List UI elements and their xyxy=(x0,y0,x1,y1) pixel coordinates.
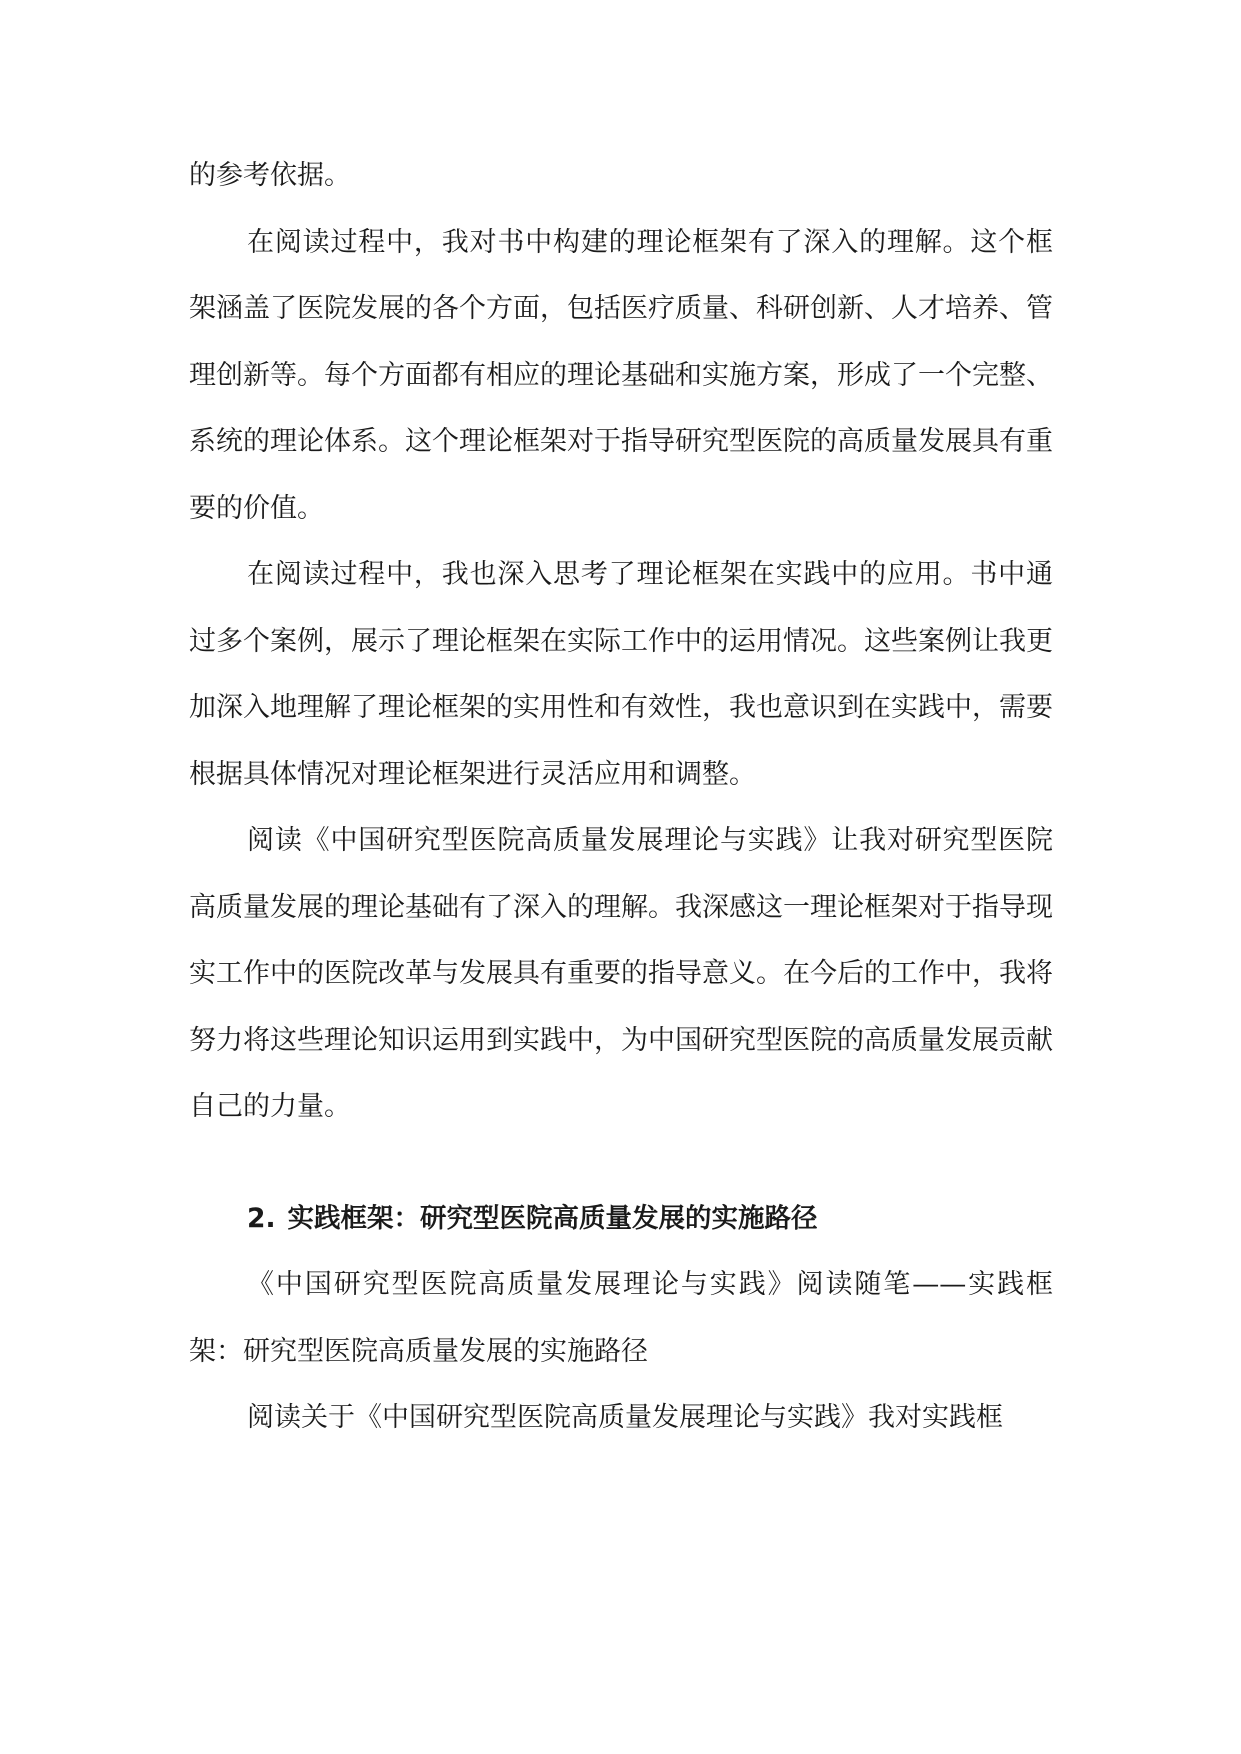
paragraph-continuation: 的参考依据。 xyxy=(189,160,351,191)
section-title: 实践框架：研究型医院高质量发展的实施路径 xyxy=(287,1202,818,1234)
paragraph-practice-application: 在阅读过程中，我也深入思考了理论框架在实践中的应用。书中通过多个案例，展示了理论框架在实际工作中的运用情况。这些案例让我更加深入地理解了理论框架的实用性和有效性，我也意识到在实践中，需要根据具体情况对理论框架进行灵活应用和调整。 xyxy=(189,559,1053,790)
paragraph-practice-intro: 阅读关于《中国研究型医院高质量发展理论与实践》我对实践框 xyxy=(247,1402,1003,1433)
paragraph-conclusion: 阅读《中国研究型医院高质量发展理论与实践》让我对研究型医院高质量发展的理论基础有了深入的理解。我深感这一理论框架对于指导现实工作中的医院改革与发展具有重要的指导意义。在今后的工作中，我将努力将这些理论知识运用到实践中，为中国研究型医院的高质量发展贡献自己的力量。 xyxy=(189,825,1053,1122)
document-body xyxy=(189,143,1053,1452)
section-number: 2. xyxy=(247,1202,276,1234)
section-heading xyxy=(189,1186,1053,1253)
paragraph-essay-subtitle: 《中国研究型医院高质量发展理论与实践》阅读随笔——实践框架：研究型医院高质量发展的实施路径 xyxy=(189,1269,1053,1367)
paragraph-theory-framework: 在阅读过程中，我对书中构建的理论框架有了深入的理解。这个框架涵盖了医院发展的各个方面，包括医疗质量、科研创新、人才培养、管理创新等。每个方面都有相应的理论基础和实施方案，形成了一个完整、系统的理论体系。这个理论框架对于指导研究型医院的高质量发展具有重要的价值。 xyxy=(189,226,1053,524)
